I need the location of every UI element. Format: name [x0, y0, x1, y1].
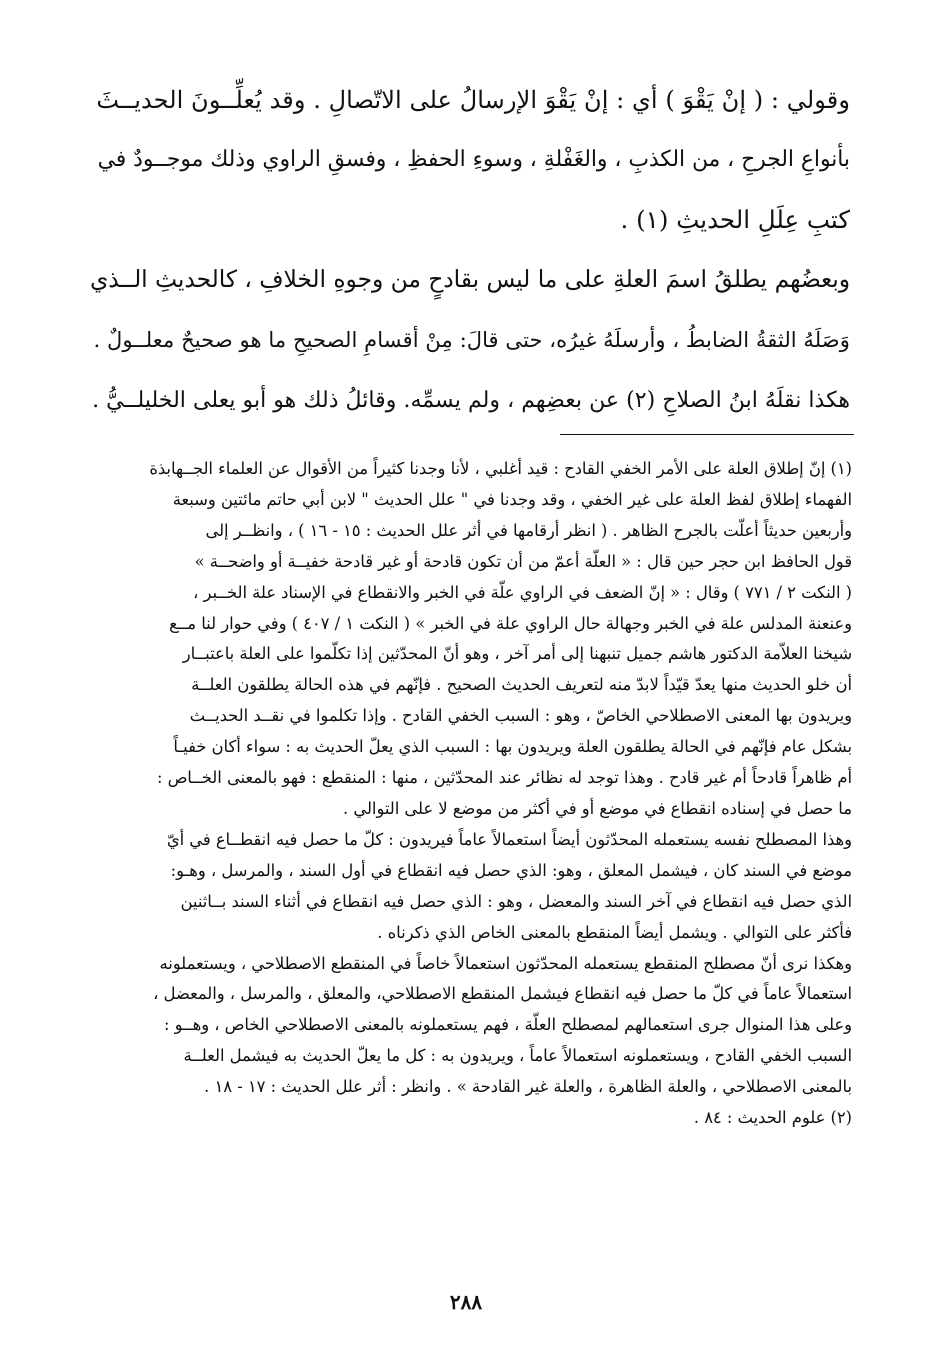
- main-line-4: وبعضُهم يطلقُ اسمَ العلةِ على ما ليس بقادحٍ من وجوهِ الخلافِ ، كالحديثِ الــذي: [90, 266, 850, 293]
- footnote-line: ( النكت ٢ / ٧٧١ ) وقال : « إنّ الضعف في الراوي علّة في الخبر والانقطاع في الإسناد علة الخــبر ،: [193, 582, 852, 602]
- main-text: [90, 70, 850, 430]
- footnote-line: بالمعنى الاصطلاحي ، والعلة الظاهرة ، والعلة غير القادحة » . وانظر : أثر علل الحديث : ١٧ - ١٨ .: [204, 1077, 852, 1097]
- footnote-line: ما حصل في إسناده انقطاع في موضع أو في أكثر من موضع لا على التوالي .: [343, 798, 852, 818]
- footnote-line: أن خلو الحديث منها يعدّ قيّداً لابدّ منه لتعريف الحديث الصحيح . فإنّهم في هذه الحالة يطلقون العلــة: [191, 675, 852, 695]
- footnote-line: الفهماء إطلاق لفظ العلة على غير الخفي ، وقد وجدنا في " علل الحديث " لابن أبي حاتم مائتين وسبعة: [172, 489, 852, 509]
- footnote-line: وعنعنة المدلس علة في الخبر وجهالة حال الراوي علة في الخبر » ( النكت ١ / ٤٠٧ ) وفي حوار لنا مــع: [169, 613, 852, 633]
- footnote-line: وأربعين حديثاً أعلّت بالجرح الظاهر . ( انظر أرقامها في أثر علل الحديث : ١٥ - ١٦ ) ، وانظــر إلى: [205, 520, 852, 540]
- footnote-line: قول الحافظ ابن حجر حين قال : « العلّة أعمّ من أن تكون قادحة أو غير قادحة خفيــة أو واضحــة »: [194, 551, 852, 571]
- footnote-line: (٢) علوم الحديث : ٨٤ .: [693, 1108, 852, 1128]
- footnote-line: بشكل عام فإنّهم في الحالة يطلقون العلة ويريدون بها : السبب الذي يعلّ الحديث به : سواء أكان خفيـاً: [173, 737, 852, 757]
- footnote-line: وهذا المصطلح نفسه يستعمله المحدّثون أيضاً استعمالاً عاماً فيريدون : كلّ ما حصل فيه انقطــاع في أيّ: [166, 829, 852, 849]
- main-line-6: هكذا نقلَهُ ابنُ الصلاحِ (٢) عن بعضِهم ، ولم يسمِّه. وقائلُ ذلك هو أبو يعلى الخليلــيُّ .: [92, 387, 850, 413]
- footnote-line: شيخنا العلاّمة الدكتور هاشم جميل تنبهنا إلى أمر آخر ، وهو أنّ المحدّثين إذا تكلّموا على العلة باعتبــار: [182, 644, 852, 664]
- footnote-line: الذي حصل فيه انقطاع في آخر السند والمعضل ، وهو : الذي حصل فيه انقطاع في أثناء السند بــاثنين: [180, 891, 852, 911]
- footnote-line: فأكثر على التوالي . ويشمل أيضاً المنقطع بالمعنى الخاص الذي ذكرناه .: [377, 922, 852, 942]
- footnote-line: موضع في السند كان ، فيشمل المعلق ، وهو: الذي حصل فيه انقطاع في أول السند ، والمرسل ، وهـو:: [170, 860, 852, 880]
- main-line-2: بأنواعِ الجرحِ ، من الكذبِ ، والغَفْلةِ ، وسوءِ الحفظِ ، وفسقِ الراوي وذلك موجــودٌ في: [97, 147, 850, 172]
- footnote-separator: [560, 434, 854, 435]
- main-line-5: وَصَلَهُ الثقةُ الضابطُ ، وأرسلَهُ غيرُه، حتى قالَ: مِنْ أقسامِ الصحيحِ ما هو صحيحٌ معلــولٌ .: [93, 327, 850, 352]
- main-line-1: وقولي : ( إنْ يَقْوَ ) أي : إنْ يَقْوَ الإرسالُ على الاتّصالِ . وقد يُعلِّــونَ الحديــثَ: [96, 86, 850, 114]
- footnote-line: وهكذا نرى أنّ مصطلح المنقطع يستعمله المحدّثون استعمالاً خاصاً في المنقطع الاصطلاحي ، ويستعملونه: [159, 953, 852, 973]
- footnotes: [78, 454, 852, 1134]
- main-line-3: كتبِ عِلَلِ الحديثِ (١) .: [620, 205, 850, 234]
- page-number: ٢٨٨: [449, 1290, 483, 1314]
- footnote-line: (١) إنّ إطلاق العلة على الأمر الخفي القادح : قيد أغلبي ، لأنا وجدنا كثيراً من الأقوال عن العلماء الجــهابذة: [149, 459, 852, 478]
- footnote-line: السبب الخفي القادح ، ويستعملونه استعمالاً عاماً ، ويريدون به : كل ما يعلّ الحديث به فيشمل العلــة: [183, 1046, 852, 1066]
- footnote-line: ويريدون بها المعنى الاصطلاحي الخاصّ ، وهو : السبب الخفي القادح . وإذا تكلموا في نقــد الحديــث: [189, 706, 852, 726]
- footnote-line: وعلى هذا المنوال جرى استعمالهم لمصطلح العلّة ، فهم يستعملونه بالمعنى الاصطلاحي الخاص ، وهــو :: [164, 1015, 852, 1035]
- footnote-line: استعمالاً عاماً في كلّ ما حصل فيه انقطاع فيشمل المنقطع الاصطلاحي، والمعلق ، والمرسل ، والمعضل ،: [153, 984, 852, 1004]
- footnote-line: أم ظاهراً قادحاً أم غير قادح . وهذا توجد له نظائر عند المحدّثين ، منها : المنقطع : فهو بالمعنى الخــاص :: [156, 768, 852, 788]
